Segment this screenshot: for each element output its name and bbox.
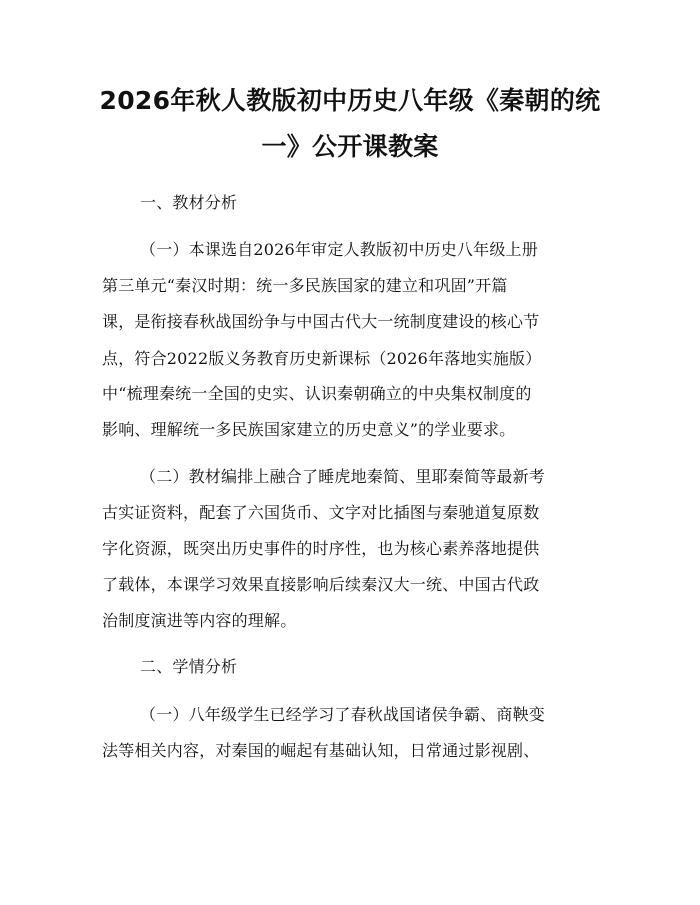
paragraph-line: （一）八年级学生已经学习了春秋战国诸侯争霸、商鞅变 <box>140 705 546 724</box>
document-title-line-2: 一》公开课教案 <box>261 132 439 161</box>
paragraph-line: 课，是衔接春秋战国纷争与中国古代大一统制度建设的核心节 <box>102 312 540 331</box>
paragraph-line: 古实证资料，配套了六国货币、文字对比插图与秦驰道复原数 <box>102 503 540 522</box>
paragraph-line: 字化资源，既突出历史事件的时序性，也为核心素养落地提供 <box>102 539 540 558</box>
paragraph-line: 影响、理解统一多民族国家建立的历史意义”的学业要求。 <box>102 420 516 439</box>
paragraph-line: 点，符合2022版义务教育历史新课标（2026年落地实施版） <box>102 349 542 368</box>
section-heading-students: 二、学情分析 <box>140 657 238 676</box>
paragraph-line: 法等相关内容，对秦国的崛起有基础认知，日常通过影视剧、 <box>102 741 540 760</box>
document-title-line-1: 2026年秋人教版初中历史八年级《秦朝的统 <box>99 86 601 115</box>
paragraph-line: （二）教材编排上融合了睡虎地秦简、里耶秦简等最新考 <box>140 467 546 486</box>
paragraph-line: 治制度演进等内容的理解。 <box>102 611 297 630</box>
paragraph-line: 中“梳理秦统一全国的史实、认识秦朝确立的中央集权制度的 <box>102 384 532 403</box>
section-heading-materials: 一、教材分析 <box>140 193 238 212</box>
paragraph-line: 第三单元“秦汉时期：统一多民族国家的建立和巩固”开篇 <box>102 276 508 295</box>
paragraph-line: （一）本课选自2026年审定人教版初中历史八年级上册 <box>140 240 538 259</box>
paragraph-line: 了载体，本课学习效果直接影响后续秦汉大一统、中国古代政 <box>102 575 540 594</box>
